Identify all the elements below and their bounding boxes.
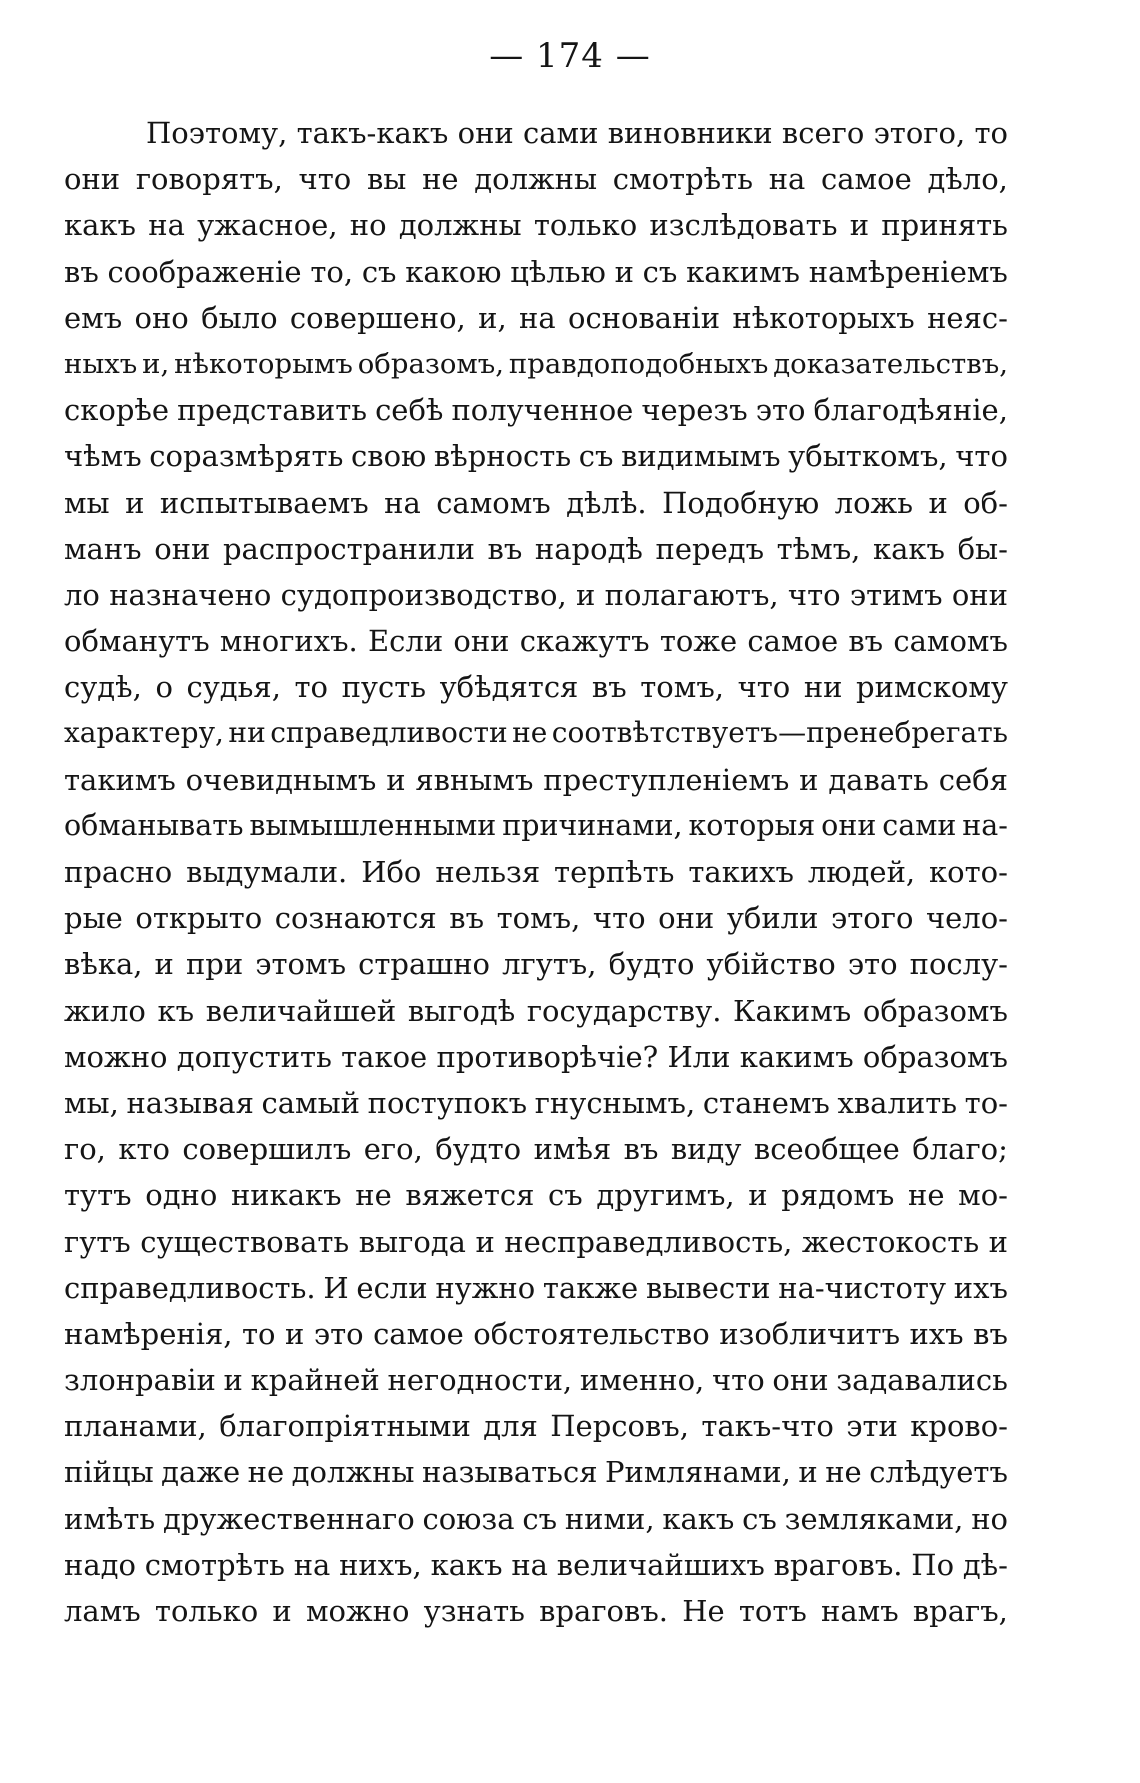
text-line: судѣ, о судья, то пусть убѣдятся въ томъ, что ни римскому <box>64 670 1008 705</box>
text-line: скорѣе представить себѣ полученное черезъ это благодѣяніе, <box>64 393 1008 428</box>
text-line: мы, называя самый поступокъ гнуснымъ, станемъ хвалить то- <box>64 1085 1008 1120</box>
text-line: мы и испытываемъ на самомъ дѣлѣ. Подобную ложь и об- <box>64 485 1008 520</box>
text-line: чѣмъ соразмѣрять свою вѣрность съ видимымъ убыткомъ, что <box>64 439 1008 474</box>
page-number: — 174 — <box>489 36 651 76</box>
text-line: жило къ величайшей выгодѣ государству. Какимъ образомъ <box>64 993 1008 1028</box>
text-line: можно допустить такое противорѣчіе? Или какимъ образомъ <box>64 1039 1008 1074</box>
text-line: ло назначено судопроизводство, и полагаютъ, что этимъ они <box>64 577 1008 612</box>
text-line: надо смотрѣть на нихъ, какъ на величайшихъ враговъ. По дѣ- <box>64 1547 1008 1582</box>
text-line: они говорятъ, что вы не должны смотрѣть на самое дѣло, <box>64 162 1008 197</box>
text-line: намѣренія, то и это самое обстоятельство изобличитъ ихъ въ <box>64 1316 1008 1351</box>
text-line: имѣть дружественнаго союза съ ними, какъ съ земляками, но <box>64 1501 1008 1536</box>
text-line: обманутъ многихъ. Если они скажутъ тоже самое въ самомъ <box>64 624 1008 659</box>
text-line: ныхъ и, нѣкоторымъ образомъ, правдоподобныхъ доказательствъ, <box>64 347 1008 380</box>
text-line: справедливость. И если нужно также вывести на-чистоту ихъ <box>64 1270 1008 1305</box>
text-line: злонравіи и крайней негодности, именно, что они задавались <box>64 1363 1008 1398</box>
text-line: такимъ очевиднымъ и явнымъ преступленіемъ и давать себя <box>64 762 1008 797</box>
text-line: обманывать вымышленными причинами, которыя они сами на- <box>64 808 1008 842</box>
text-line: пійцы даже не должны называться Римлянами, и не слѣдуетъ <box>64 1455 1008 1490</box>
text-line: манъ они распространили въ народѣ передъ тѣмъ, какъ бы- <box>64 531 1008 566</box>
body-text <box>64 110 1008 1634</box>
text-line: емъ оно было совершено, и, на основаніи нѣкоторыхъ неяс- <box>64 300 1008 335</box>
text-line: какъ на ужасное, но должны только изслѣдовать и принять <box>64 208 1008 243</box>
text-line: планами, благопріятными для Персовъ, такъ-что эти крово- <box>64 1409 1008 1444</box>
text-line: гутъ существовать выгода и несправедливость, жестокость и <box>64 1224 1008 1259</box>
text-line: ламъ только и можно узнать враговъ. Не тотъ намъ врагъ, <box>64 1594 1008 1628</box>
text-line: Поэтому, такъ-какъ они сами виновники всего этого, то <box>146 116 1008 150</box>
text-line: вѣка, и при этомъ страшно лгутъ, будто убійство это послу- <box>64 947 1008 982</box>
text-line: въ соображеніе то, съ какою цѣлью и съ какимъ намѣреніемъ <box>64 254 1008 289</box>
text-line: характеру, ни справедливости не соотвѣтствуетъ—пренебрегать <box>64 716 1008 750</box>
text-line: го, кто совершилъ его, будто имѣя въ виду всеобщее благо; <box>64 1132 1008 1167</box>
text-line: прасно выдумали. Ибо нельзя терпѣть такихъ людей, кото- <box>64 855 1008 889</box>
text-line: рые открыто сознаются въ томъ, что они убили этого чело- <box>64 901 1008 936</box>
text-line: тутъ одно никакъ не вяжется съ другимъ, и рядомъ не мо- <box>64 1178 1008 1213</box>
